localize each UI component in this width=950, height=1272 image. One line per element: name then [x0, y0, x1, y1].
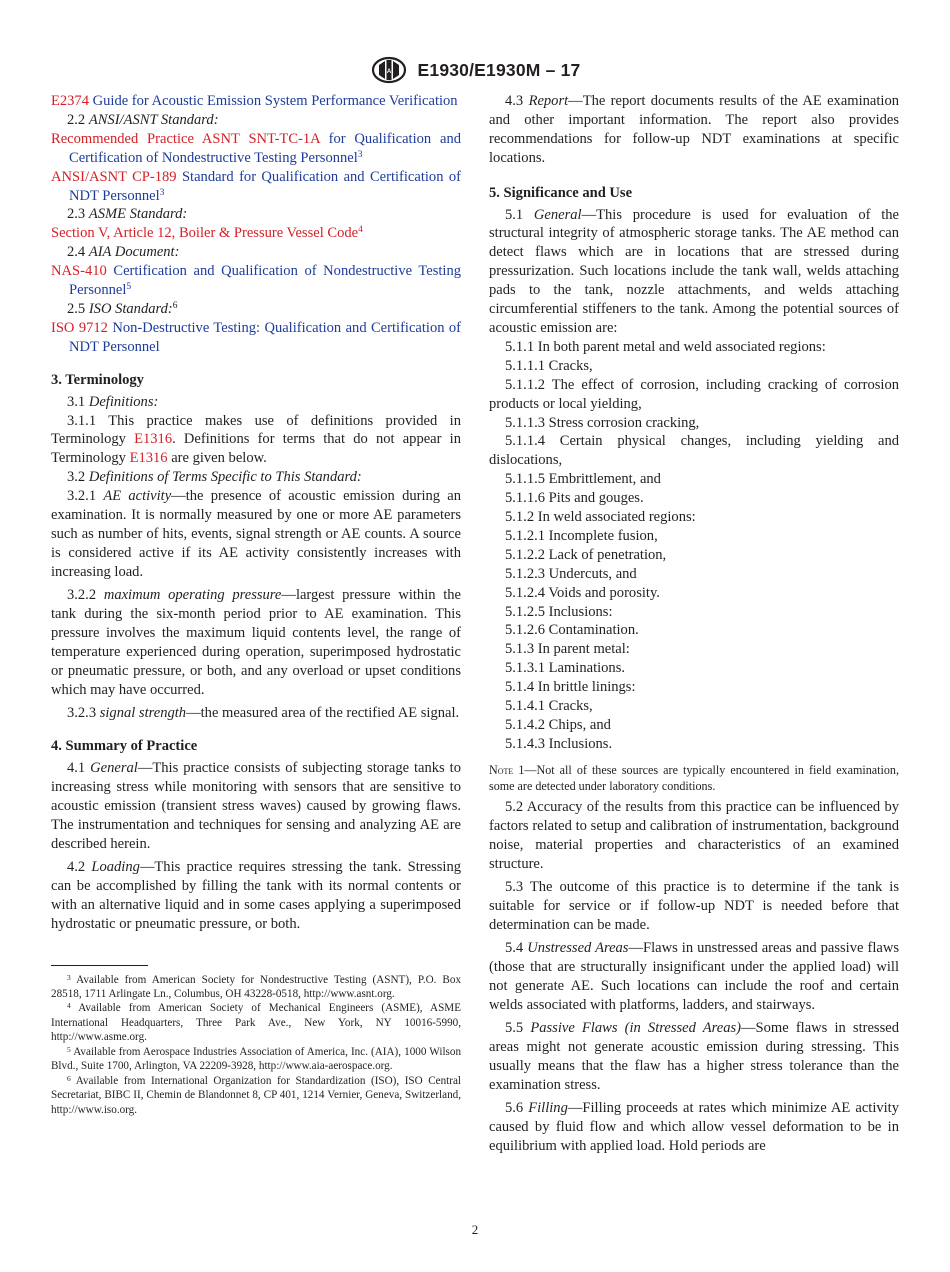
reference-cp-189: ANSI/ASNT CP-189 Standard for Qualification and Certification of NDT Personnel$^3$ — [51, 168, 461, 204]
left-column — [51, 92, 461, 1117]
section-5-title: 5. Significance and Use — [489, 184, 633, 201]
reference-nas-410: NAS-410 Certification and Qualification of Nondestructive Testing Personnel$^5$ — [51, 263, 462, 299]
reference-asme: Section V, Article 12, Boiler & Pressure Vessel Code$^4$ — [51, 225, 363, 242]
reference-iso-9712 — [51, 319, 461, 357]
paragraph-3-1-1: 3.1.1 This practice makes use of definitions provided in Terminology E1316. Definitions for terms that do not appear in Terminology E1316 are given below. — [51, 412, 461, 467]
list-item: 5.1.4.3 Inclusions. — [505, 735, 613, 752]
footnote-divider — [51, 965, 148, 966]
section-2-5-heading: 2.5 ISO Standard:$^6$ — [67, 300, 178, 317]
list-item: 5.1.4.2 Chips, and — [505, 717, 611, 733]
list-item: 5.1.1.5 Embrittlement, and — [505, 471, 661, 488]
reference-title-link[interactable]: for Qualification and Certification of Nondestructive Testing Personnel — [69, 130, 461, 166]
reference-snt-tc-1a: Recommended Practice ASNT SNT-TC-1A for Qualification and Certification of Nondestructive Testing Personnel$^3$ — [51, 130, 461, 166]
paragraph-5-4: 5.4 Unstressed Areas—Flaws in unstressed areas and passive flaws (those that are structurally insignificant under the applied load) will not generate AE. Such locations can include the roof and certain welds associated with platforms, ladders, and stairways. — [489, 940, 899, 1013]
paragraph-3-2-3: 3.2.3 signal strength—the measured area of the rectified AE signal. — [67, 705, 460, 722]
section-4-title: 4. Summary of Practice — [51, 738, 198, 754]
footnote-6: $^6$ Available from International Organization for Standardization (ISO), ISO Central Secretariat, BIBC II, Chemin de Blandonnet 8, CP 401, 1214 Vernier, Geneva, Switzerland, http://www.iso.org. — [51, 1073, 462, 1116]
paragraph-5-2: 5.2 Accuracy of the results from this practice can be influenced by factors related to setup and calibration of instrumentation, background noise, material properties and characteristics of an examined structure. — [489, 798, 899, 872]
paragraph-3-2-1: 3.2.1 AE activity—the presence of acoustic emission during an examination. It is normally measured by one or more AE parameters such as number of hits, events, signal strength or AE counts. A source is considered active if its AE activity consistently increases with increasing load. — [51, 488, 462, 580]
list-item: 5.1.1.6 Pits and gouges. — [505, 490, 644, 507]
list-item: 5.1.2 In weld associated regions: — [505, 509, 696, 526]
e1316-link[interactable]: E1316 — [134, 431, 173, 448]
paragraph-3-2-2: 3.2.2 maximum operating pressure—largest pressure within the tank during the six-month period prior to AE examination. This pressure involves the maximum liquid contents level, the range of temperature experienced during operation, superimposed hydrostatic or pneumatic pressure, or both, and any overload or upset conditions which may have occurred. — [51, 587, 461, 698]
note-1: Note 1—Not all of these sources are typically encountered in field examination, some are detected under laboratory conditions. — [489, 762, 899, 793]
reference-code-link[interactable]: ANSI/ASNT CP-189 — [51, 168, 177, 185]
section-2-2-heading: 2.2 ANSI/ASNT Standard: — [67, 111, 219, 128]
list-item: 5.1.2.6 Contamination. — [505, 622, 639, 639]
reference-title-link[interactable]: Certification and Qualification of Nondestructive Testing Personnel — [69, 263, 462, 299]
footnote-5: $^5$ Available from Aerospace Industries Association of America, Inc. (AIA), 1000 Wilson Blvd., Suite 1700, Arlington, VA 22209-3928, http://www.aia-aerospace.org. — [51, 1044, 462, 1073]
e1316-link[interactable]: E1316 — [129, 450, 168, 467]
reference-title-link[interactable]: Non-Destructive Testing: Qualification and Certification of NDT Personnel — [69, 319, 462, 355]
reference-title-link[interactable]: Standard for Qualification and Certification of NDT Personnel — [69, 168, 461, 204]
document-designation: E1930/E1930M – 17 — [417, 59, 581, 80]
reference-code-link[interactable]: NAS-410 — [51, 263, 107, 280]
paragraph-4-2: 4.2 Loading—This practice requires stressing the tank. Stressing can be accomplished by filling the tank with its normal contents or with an alternative liquid and in some cases applying a superimposed hydrostatic or pneumatic pressure, or both. — [51, 858, 461, 932]
list-item: 5.1.2.5 Inclusions: — [505, 603, 613, 620]
section-3-1-heading: 3.1 Definitions: — [67, 393, 159, 410]
reference-e2374 — [51, 92, 461, 111]
paragraph-5-6: 5.6 Filling—Filling proceeds at rates which minimize AE activity caused by fluid flow and which allow vessel deformation to be in equilibrium with applied load. Hold periods are — [489, 1100, 899, 1155]
reference-link[interactable]: Section V, Article 12, Boiler & Pressure Vessel Code — [51, 225, 359, 242]
list-item: 5.1.1.1 Cracks, — [505, 357, 593, 374]
list-item: 5.1.2.3 Undercuts, and — [505, 565, 637, 582]
paragraph-4-1: 4.1 General—This practice consists of subjecting storage tanks to increasing stress while monitoring with sensors that are sensitive to acoustic emission (transient stress waves) caused by growing flaws. The instrumentation and techniques for sensing and analyzing AE are described herein. — [51, 759, 461, 852]
reference-code-link[interactable]: E2374 — [51, 93, 89, 109]
list-item: 5.1.4.1 Cracks, — [505, 698, 593, 715]
section-3-title: 3. Terminology — [51, 371, 144, 388]
list-item: 5.1.2.2 Lack of penetration, — [505, 546, 667, 563]
right-column — [489, 92, 899, 1156]
reference-title-link[interactable]: Guide for Acoustic Emission System Performance Verification — [92, 93, 458, 109]
section-3-2-heading: 3.2 Definitions of Terms Specific to This Standard: — [67, 469, 362, 486]
page-header — [0, 55, 950, 85]
reference-code-link[interactable]: Recommended Practice ASNT SNT-TC-1A — [51, 130, 320, 147]
paragraph-5-1: 5.1 General—This procedure is used for evaluation of the structural integrity of atmospheric storage tanks. The AE method can detect flaws which are in locations that are stressed during pressurization. Such locations include the tank wall, welds attaching pads to the tank, nozzle attachments, and welds attaching circumferential stiffeners to the tank. Among the potential sources of acoustic emission are: — [489, 206, 900, 336]
page-number: 2 — [471, 1222, 479, 1237]
section-2-3-heading: 2.3 ASME Standard: — [67, 206, 188, 223]
paragraph-5-5: 5.5 Passive Flaws (in Stressed Areas)—Some flaws in stressed areas might not generate acoustic emission during stressing. This usually means that the flaw has a higher stress tolerance than the examination stress. — [489, 1020, 899, 1093]
footnote-3: $^3$ Available from American Society for Nondestructive Testing (ASNT), P.O. Box 28518, 1711 Arlingate Ln., Columbus, OH 43228-0518, http://www.asnt.org. — [51, 972, 462, 1001]
paragraph-4-3: 4.3 Report—The report documents results of the AE examination and other important information. The report also provides recommendations for follow-up NDT examinations at specific locations. — [489, 93, 899, 166]
paragraph-5-3: 5.3 The outcome of this practice is to determine if the tank is suitable for service or if follow-up NDT is needed before that determination can be made. — [489, 878, 899, 933]
list-item: 5.1.1.3 Stress corrosion cracking, — [505, 414, 700, 431]
list-item: 5.1.2.4 Voids and porosity. — [505, 584, 660, 601]
list-item: 5.1.2.1 Incomplete fusion, — [505, 527, 658, 544]
list-item: 5.1.1.2 The effect of corrosion, including cracking of corrosion products or local yielding, — [489, 376, 899, 412]
list-item: 5.1.3 In parent metal: — [505, 641, 630, 658]
astm-logo-icon — [370, 55, 408, 85]
section-2-4-heading: 2.4 AIA Document: — [67, 244, 180, 261]
list-item: 5.1.1.4 Certain physical changes, including yielding and dislocations, — [489, 433, 899, 469]
footnote-4: $^4$ Available from American Society of Mechanical Engineers (ASME), ASME International Headquarters, Three Park Ave., New York, NY 10016-5990, http://www.asme.org. — [51, 1001, 461, 1044]
reference-code-link[interactable]: ISO 9712 — [51, 319, 108, 336]
list-item: 5.1.3.1 Laminations. — [505, 660, 625, 677]
sources-list — [489, 338, 899, 754]
list-item: 5.1.4 In brittle linings: — [505, 679, 636, 696]
list-item: 5.1.1 In both parent metal and weld associated regions: — [505, 338, 826, 355]
svg-text:A: A — [386, 69, 391, 75]
